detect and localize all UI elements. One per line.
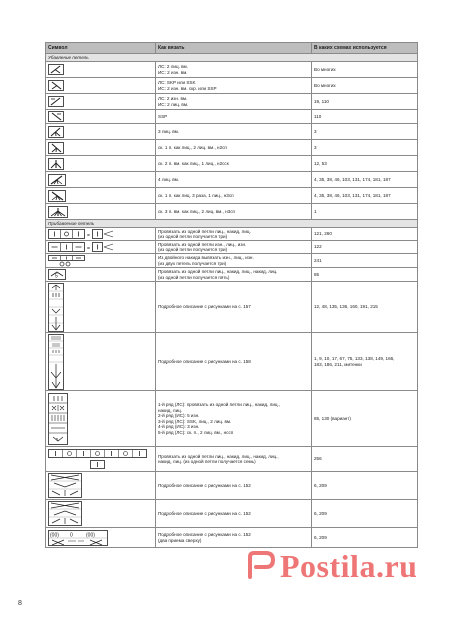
symbol-cell <box>46 156 156 172</box>
used-cell: 4, 35, 38, 46, 103, 131, 174, 181, 187 <box>312 188 418 204</box>
table-row <box>46 333 418 391</box>
symbol-cell <box>46 140 156 156</box>
table-row <box>46 228 418 241</box>
ssk-symbol-icon <box>48 80 64 91</box>
table-row <box>46 78 418 94</box>
symbol-cell <box>46 268 156 282</box>
used-cell: 85, 130 (вариант) <box>312 391 418 447</box>
desc-cell: Подробное описание с рисунками на с. 152 <box>156 500 312 528</box>
used-cell: 85 <box>312 268 418 282</box>
symbol-cell <box>46 110 156 124</box>
desc-cell: ЛС: SKP или SSK ИС: 2 изн. вм. скр. или SSP <box>156 78 312 94</box>
section-row <box>46 220 418 228</box>
watermark <box>246 548 456 584</box>
cable-chart-symbol-icon <box>48 473 82 498</box>
symbol-cell <box>46 172 156 188</box>
svg-text:=: = <box>87 246 90 252</box>
desc-cell: Провязать из одной петли лиц., накид, лиц., накид, лиц. (из одной петли получается пять) <box>156 268 312 282</box>
used-cell: 1 <box>312 204 418 220</box>
desc-cell: Провязать из одной петли лиц., накид, лиц. (из одной петли получается три) <box>156 228 312 241</box>
table-row <box>46 62 418 78</box>
symbol-cell <box>46 204 156 220</box>
svg-text:(00): (00) <box>50 532 59 538</box>
table-row <box>46 156 418 172</box>
s2kp-symbol-icon <box>48 158 64 170</box>
header-how-to-knit: Как вязать <box>156 43 312 54</box>
k4tog-symbol-icon <box>48 174 66 186</box>
svg-text:=: = <box>87 233 90 239</box>
page-number: 8 <box>18 600 22 607</box>
header-symbol: Символ <box>46 43 156 54</box>
leaf-chart-symbol-icon <box>48 334 64 390</box>
used-cell: 3 <box>312 140 418 156</box>
watermark-logo-icon <box>246 551 276 581</box>
symbol-cell <box>46 94 156 110</box>
symbol-cell <box>46 447 156 472</box>
svg-text:5: 5 <box>56 436 59 441</box>
inc7-symbol-icon <box>48 449 148 469</box>
desc-cell: ск. 3 п. вм. как лиц., 2 лиц. вм., н3сп <box>156 204 312 220</box>
header-row <box>46 43 418 54</box>
symbol-cell <box>46 62 156 78</box>
desc-cell: SSP <box>156 110 312 124</box>
table-row <box>46 500 418 528</box>
inc3-yo-symbol-icon <box>48 255 88 267</box>
table-row <box>46 447 418 472</box>
desc-cell: Провязать из одной петли лиц., накид, лиц., накид, лиц., накид, лиц. (из одной петли получается семь) <box>156 447 312 472</box>
table-row <box>46 94 418 110</box>
k2tog-symbol-icon <box>48 64 64 75</box>
desc-cell: Подробное описание с рисунками на с. 157 <box>156 282 312 333</box>
table-row <box>46 391 418 447</box>
desc-cell: ЛС: 2 лиц. вм. ИС: 2 изн. вм. <box>156 62 312 78</box>
symbol-cell <box>46 391 156 447</box>
watermark-text: Postila.ru <box>280 547 418 584</box>
table-row <box>46 110 418 124</box>
cross-st-symbol-icon <box>48 530 108 546</box>
desc-cell: 4 лиц. вм. <box>156 172 312 188</box>
table-row <box>46 282 418 333</box>
symbol-cell <box>46 228 156 241</box>
desc-cell: ск. 1 п. как лиц., 2 лиц. вм., н2сп <box>156 140 312 156</box>
sk2p-symbol-icon <box>48 142 64 154</box>
desc-cell: Подробное описание с рисунками на с. 158 <box>156 333 312 391</box>
symbol-cell <box>46 500 156 528</box>
symbol-cell <box>46 78 156 94</box>
inc3-purl-symbol-icon <box>48 242 114 252</box>
used-cell: 121, 260 <box>312 228 418 241</box>
desc-cell: 1-й ряд (ЛС): провязать из одной петли лиц., накид, лиц., накид, лиц. 2-й ряд (ИС): 5 изн. 3-й ряд (ЛС): SSK, лиц., 2 лиц. вм. 4-й ряд (ИС): 3 изн. 5-й ряд (ЛС): ск. п., 2 лиц. вм., нссп <box>156 391 312 447</box>
table-row <box>46 188 418 204</box>
p2tog-symbol-icon <box>48 96 64 107</box>
symbol-cell <box>46 241 156 254</box>
table-row <box>46 254 418 268</box>
legend-table <box>45 42 418 548</box>
symbol-cell <box>46 472 156 500</box>
ssp-symbol-icon <box>48 111 64 122</box>
table-row <box>46 204 418 220</box>
table-row <box>46 124 418 140</box>
desc-cell: ЛС: 2 изн. вм. ИС: 2 лиц. вм. <box>156 94 312 110</box>
used-cell: 12, 48, 135, 136, 160, 191, 215 <box>312 282 418 333</box>
inc5-symbol-icon <box>48 269 66 280</box>
bobble-5row-symbol-icon <box>48 393 68 445</box>
desc-cell: ск. 2 п. вм. как лиц., 1 лиц., н2сск <box>156 156 312 172</box>
cable-chart-symbol-icon <box>48 501 82 526</box>
used-cell: 3 <box>312 124 418 140</box>
used-cell: Во многих <box>312 78 418 94</box>
svg-text:0: 0 <box>70 532 73 538</box>
table-row <box>46 528 418 548</box>
header-used-in: В каких схемах используется <box>312 43 418 54</box>
bobble-chart-symbol-icon <box>48 283 64 332</box>
table-row <box>46 268 418 282</box>
section-increases: Прибавление петель <box>46 220 418 228</box>
used-cell: 6, 209 <box>312 472 418 500</box>
used-cell: 4, 35, 38, 46, 103, 131, 174, 181, 187 <box>312 172 418 188</box>
used-cell: 110 <box>312 110 418 124</box>
k3tog-symbol-icon <box>48 126 64 138</box>
symbol-cell <box>46 282 156 333</box>
section-row <box>46 54 418 62</box>
symbol-cell <box>46 124 156 140</box>
used-cell: 19, 110 <box>312 94 418 110</box>
used-cell: 256 <box>312 447 418 472</box>
used-cell: 241 <box>312 254 418 268</box>
table-row <box>46 140 418 156</box>
desc-cell: Подробное описание с рисунками на с. 152 (два приема сверху) <box>156 528 312 548</box>
inc3-knit-symbol-icon <box>48 229 114 239</box>
k5-dec-symbol-icon <box>48 206 68 218</box>
used-cell: 1, 9, 10, 17, 67, 75, 133, 138, 149, 166, 183, 186, 211, митенки <box>312 333 418 391</box>
used-cell: 6, 209 <box>312 500 418 528</box>
svg-text:5: 5 <box>55 273 58 280</box>
desc-cell: Провязать из одной петли изн., лиц., изн. (из одной петли получается три) <box>156 241 312 254</box>
used-cell: 122 <box>312 241 418 254</box>
symbol-cell <box>46 528 156 548</box>
svg-text:(00): (00) <box>86 532 95 538</box>
desc-cell: Подробное описание с рисунками на с. 152 <box>156 472 312 500</box>
symbol-cell <box>46 188 156 204</box>
symbol-cell <box>46 254 156 268</box>
section-decreases: Убавление петель <box>46 54 418 62</box>
desc-cell: 3 лиц. вм. <box>156 124 312 140</box>
desc-cell: Из двойного накида вывязать изн., лиц., изн. (из двух петель получается три) <box>156 254 312 268</box>
table-row <box>46 472 418 500</box>
k4-dec-symbol-icon <box>48 190 66 202</box>
used-cell: 12, 53 <box>312 156 418 172</box>
used-cell: Во многих <box>312 62 418 78</box>
desc-cell: ск. 1 п. как лиц. 3 раза, 1 лиц., н3сп <box>156 188 312 204</box>
table-row <box>46 241 418 254</box>
symbol-cell <box>46 333 156 391</box>
used-cell: 6, 209 <box>312 528 418 548</box>
table-row <box>46 172 418 188</box>
